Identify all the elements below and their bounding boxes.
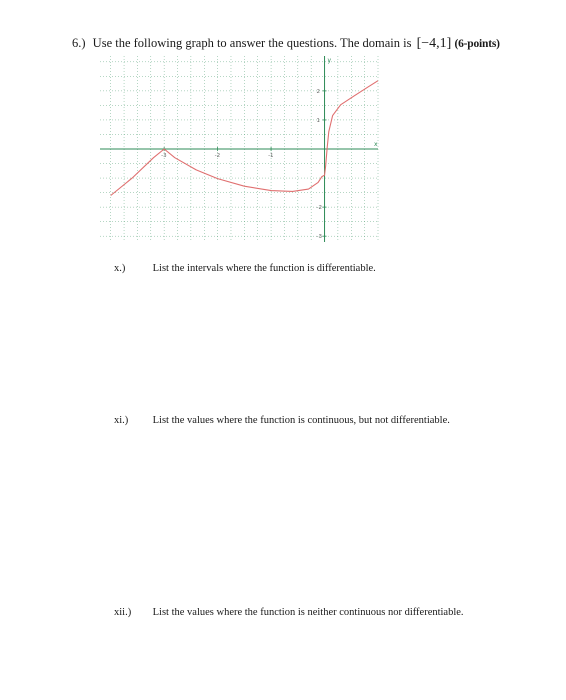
y-tick-label: -2 bbox=[316, 205, 323, 212]
x-axis-label: x bbox=[374, 141, 378, 148]
y-tick-label: 2 bbox=[316, 88, 321, 95]
x-tick-label: -2 bbox=[214, 153, 221, 159]
x-tick-label: -3 bbox=[161, 153, 167, 159]
question-header bbox=[72, 36, 500, 52]
sub-question-xii bbox=[114, 607, 464, 618]
y-tick-label: 1 bbox=[316, 117, 321, 124]
sub-question-label: xi.) bbox=[114, 415, 129, 426]
graph-svg bbox=[98, 54, 380, 244]
domain-interval: [−4,1] bbox=[416, 36, 452, 51]
y-axis-label: y bbox=[327, 57, 332, 64]
sub-question-x bbox=[114, 263, 376, 274]
x-tick-label: -1 bbox=[268, 153, 274, 159]
y-tick-label: -3 bbox=[316, 234, 323, 241]
sub-question-xi bbox=[114, 415, 450, 426]
sub-question-text: List the values where the function is neither continuous nor differentiable. bbox=[152, 607, 464, 618]
function-graph bbox=[98, 54, 380, 244]
points-label: (6-points) bbox=[454, 38, 500, 50]
sub-question-label: xii.) bbox=[114, 607, 132, 618]
sub-question-text: List the values where the function is continuous, but not differentiable. bbox=[152, 415, 450, 426]
question-number: 6.) bbox=[72, 36, 86, 50]
sub-question-label: x.) bbox=[114, 263, 126, 274]
question-prompt: Use the following graph to answer the questions. The domain is bbox=[92, 36, 412, 50]
sub-question-text: List the intervals where the function is differentiable. bbox=[152, 263, 376, 274]
